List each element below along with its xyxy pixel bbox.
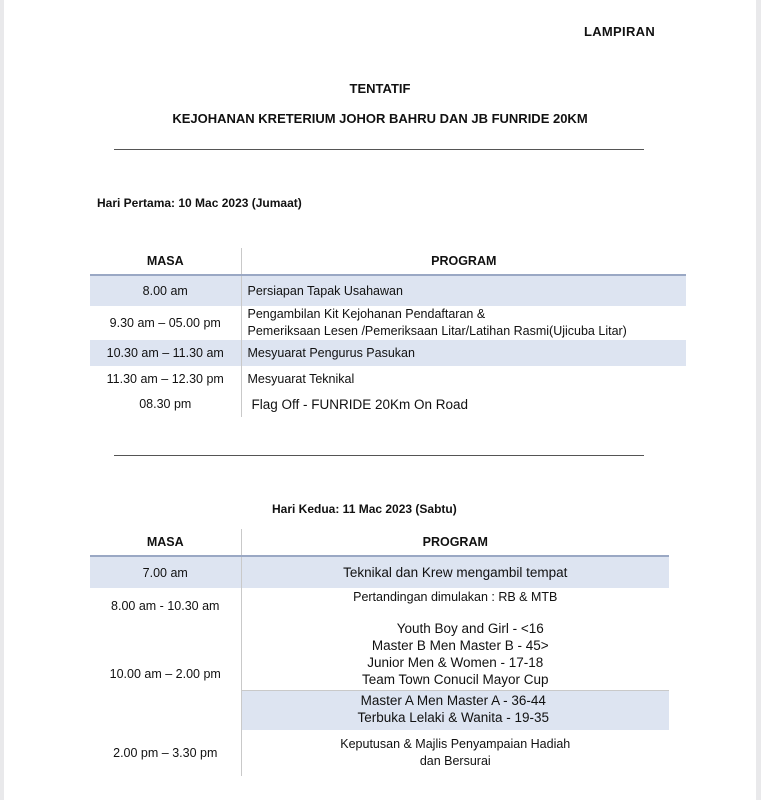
program-cell (241, 306, 686, 340)
program-cell: Pertandingan dimulakan : RB & MTB (353, 590, 558, 604)
masa-cell: 9.30 am – 05.00 pm (90, 306, 241, 340)
program-line: dan Bersurai (419, 754, 491, 768)
program-cell: Flag Off - FUNRIDE 20Km On Road (251, 396, 469, 412)
table-row (90, 340, 686, 366)
masa-cell: 8.00 am - 10.30 am (90, 588, 241, 618)
day2-program-header: PROGRAM (241, 529, 669, 556)
day1-masa-header: MASA (90, 248, 241, 275)
program-line: Pengambilan Kit Kejohanan Pendaftaran & (247, 307, 486, 321)
day1-program-header: PROGRAM (241, 248, 686, 275)
category-line: Junior Men & Women - 17-18 (367, 655, 544, 670)
masa-cell: 10.30 am – 11.30 am (90, 340, 241, 366)
table-row (90, 588, 669, 618)
day2-masa-header: MASA (90, 529, 241, 556)
category-line: Master A Men Master A - 36-44 (360, 693, 546, 708)
masa-cell: 8.00 am (90, 275, 241, 306)
table-row (90, 275, 686, 306)
document-title: TENTATIF (349, 81, 411, 96)
program-cell: Mesyuarat Teknikal (247, 371, 355, 386)
masa-cell: 11.30 am – 12.30 pm (90, 366, 241, 391)
divider-middle (114, 455, 644, 456)
masa-cell: 7.00 am (90, 556, 241, 588)
table-row (90, 366, 686, 391)
lampiran-label: LAMPIRAN (584, 24, 656, 39)
program-cell (241, 618, 669, 730)
program-cell: Teknikal dan Krew mengambil tempat (343, 565, 568, 580)
divider-top (114, 149, 644, 150)
program-cell (241, 730, 669, 776)
program-line: Keputusan & Majlis Penyampaian Hadiah (340, 737, 571, 751)
program-cell: Mesyuarat Pengurus Pasukan (247, 346, 415, 360)
day2-heading: Hari Kedua: 11 Mac 2023 (Sabtu) (272, 502, 457, 516)
document-subtitle: KEJOHANAN KRETERIUM JOHOR BAHRU DAN JB FUNRIDE 20KM (172, 111, 588, 126)
masa-cell: 2.00 pm – 3.30 pm (90, 730, 241, 776)
table-row (90, 556, 669, 588)
program-cell: Persiapan Tapak Usahawan (247, 284, 403, 298)
masa-cell: 10.00 am – 2.00 pm (90, 618, 241, 730)
table-row (90, 618, 669, 730)
day2-schedule-table (90, 529, 669, 776)
day1-heading: Hari Pertama: 10 Mac 2023 (Jumaat) (97, 196, 302, 210)
masa-cell: 08.30 pm (90, 391, 241, 417)
category-line: Youth Boy and Girl - <16 (396, 621, 544, 636)
day1-schedule-table (90, 248, 686, 417)
table-row (90, 730, 669, 776)
table-row (90, 306, 686, 340)
category-line: Team Town Conucil Mayor Cup (361, 672, 549, 687)
category-line: Terbuka Lelaki & Wanita - 19-35 (357, 710, 550, 725)
category-line: Master B Men Master B - 45> (371, 638, 549, 653)
program-line: Pemeriksaan Lesen /Pemeriksaan Litar/Latihan Rasmi(Ujicuba Litar) (247, 324, 627, 338)
table-row (90, 391, 686, 417)
document-page (4, 0, 756, 800)
